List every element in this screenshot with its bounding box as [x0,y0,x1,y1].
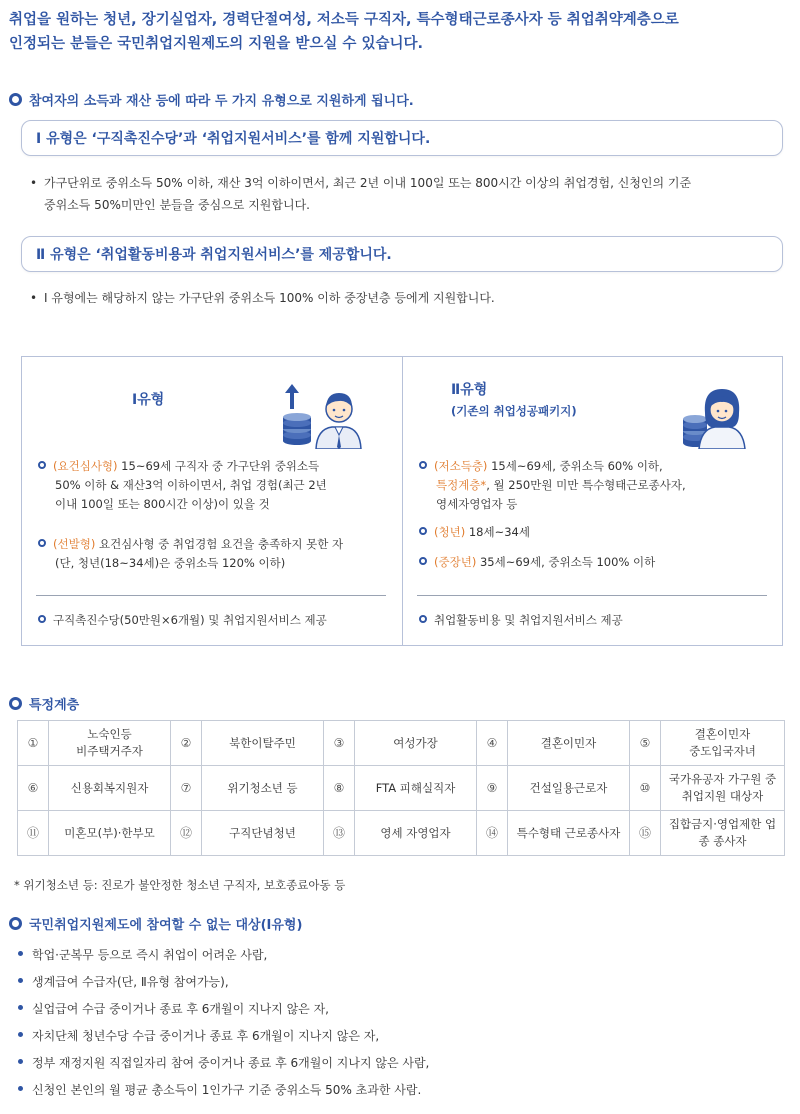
exclusion-item-text: 실업급여 수급 중이거나 종료 후 6개월이 지나지 않은 자, [32,1002,329,1016]
special-class-number: ⑩ [630,766,661,811]
type2-benefit [419,611,779,630]
special-class-label: 집합금지·영업제한 업 종 종사자 [661,811,785,856]
special-class-label: FTA 피해실직자 [355,766,477,811]
special-class-table-body [18,721,785,856]
exclusion-item-text: 정부 재정지원 직접일자리 참여 중이거나 종료 후 6개월이 지나지 않은 사람, [32,1056,430,1070]
special-class-number: ② [171,721,202,766]
type2-divider [417,595,767,596]
bullet-dot-icon [18,1005,23,1010]
bullet-dot-icon: • [30,176,38,190]
bullet-dot-icon [18,1059,23,1064]
special-class-label: 노숙인등 비주택거주자 [49,721,171,766]
type2-title: Ⅱ 유형은 ‘취업활동비용과 취업지원서비스’를 제공합니다. [36,247,392,263]
list-item [18,969,429,996]
special-class-number: ⑭ [477,811,508,856]
ring-bullet-icon [9,917,22,930]
panel-type2-title: Ⅱ유형 [451,382,488,398]
type1-tag-screening: (요건심사형) [53,459,118,473]
type1-tag-selection: (선발형) [53,537,96,551]
type1-divider [36,595,386,596]
special-class-label: 건설일용근로자 [508,766,630,811]
ring-bullet-icon [9,93,22,106]
special-class-label: 여성가장 [355,721,477,766]
type1-item2-line1: 요건심사형 중 취업경험 요건을 충족하지 못한 자 [95,537,344,551]
special-class-label: 결혼이민자 중도입국자녀 [661,721,785,766]
type2-item2-text: 18세~34세 [465,525,530,539]
type2-tag-youth: (청년) [434,525,466,539]
exclusion-item-text: 자치단체 청년수당 수급 중이거나 종료 후 6개월이 지나지 않은 자, [32,1029,380,1043]
panel-type2 [402,357,782,645]
special-class-number: ⑥ [18,766,49,811]
special-class-label: 특수형태 근로종사자 [508,811,630,856]
type2-item1-line3: 영세자영업자 등 [436,497,518,511]
exclusion-heading-text: 국민취업지원제도에 참여할 수 없는 대상(Ⅰ유형) [29,918,303,933]
bullet-dot-icon [18,1032,23,1037]
type2-benefit-text: 취업활동비용 및 취업지원서비스 제공 [434,613,623,627]
job-seeker-woman-with-coins-icon [681,379,747,449]
type2-item1-line1: 15세~69세, 중위소득 60% 이하, [487,459,663,473]
special-class-number: ① [18,721,49,766]
ring-bullet-icon [38,539,46,547]
special-class-number: ⑦ [171,766,202,811]
type1-item1-line1: 15~69세 구직자 중 가구단위 중위소득 [117,459,320,473]
special-class-number: ⑫ [171,811,202,856]
special-class-label: 구직단념청년 [202,811,324,856]
list-item [18,996,429,1023]
type1-benefit-text: 구직촉진수당(50만원×6개월) 및 취업지원서비스 제공 [53,613,327,627]
special-class-number: ⑮ [630,811,661,856]
bullet-dot-icon [18,1086,23,1091]
table-row [18,721,785,766]
special-class-label: 위기청소년 등 [202,766,324,811]
type1-title: Ⅰ 유형은 ‘구직촉진수당’과 ‘취업지원서비스’를 함께 지원합니다. [36,131,431,147]
special-class-number: ③ [324,721,355,766]
type1-description [30,172,770,216]
type2-description [30,287,770,309]
type1-desc-line1: 가구단위로 중위소득 50% 이하, 재산 3억 이하이면서, 최근 2년 이내 100일 또는 800시간 이상의 취업경험, 신청인의 기준 [44,176,692,190]
list-item [18,942,429,969]
special-class-label: 결혼이민자 [508,721,630,766]
special-class-table [17,720,785,856]
bullet-dot-icon [18,951,23,956]
type1-item1-line3: 이내 100일 또는 800시간 이상)이 있을 것 [55,497,270,511]
special-heading-text: 특정계층 [29,698,80,713]
types-heading-text: 참여자의 소득과 재산 등에 따라 두 가지 유형으로 지원하게 됩니다. [29,94,414,109]
list-item [18,1050,429,1077]
panel-type1 [22,357,402,645]
list-item [18,1077,429,1104]
panel-type2-subtitle: (기존의 취업성공패키지) [451,404,577,418]
special-class-label: 영세 자영업자 [355,811,477,856]
table-row [18,811,785,856]
type1-item1-line2: 50% 이하 & 재산3억 이하이면서, 취업 경험(최근 2년 [55,478,327,492]
types-section-heading [9,90,414,109]
type2-tag-special-class: 특정계층* [436,478,487,492]
special-class-number: ⑪ [18,811,49,856]
special-class-number: ⑨ [477,766,508,811]
type2-tag-low-income: (저소득층) [434,459,488,473]
intro-line-1: 취업을 원하는 청년, 장기실업자, 경력단절여성, 저소득 구직자, 특수형태근로종사자 등 취업취약계층으로 [9,12,679,28]
type2-item3-text: 35세~69세, 중위소득 100% 이하 [476,555,656,569]
ring-bullet-icon [38,615,46,623]
intro-text [9,8,789,56]
type1-benefit [38,611,398,630]
special-class-label: 국가유공자 가구원 중 취업지원 대상자 [661,766,785,811]
type1-criteria-1 [38,457,398,514]
ring-bullet-icon [419,557,427,565]
special-class-label: 신용회복지원자 [49,766,171,811]
bullet-dot-icon [18,978,23,983]
type1-criteria-2 [38,535,398,573]
type2-tag-middle-aged: (중장년) [434,555,477,569]
table-row [18,766,785,811]
special-class-number: ⑬ [324,811,355,856]
type2-item1-line2: , 월 250만원 미만 특수형태근로종사자, [486,478,686,492]
special-class-label: 미혼모(부)·한부모 [49,811,171,856]
job-seeker-with-coins-icon [280,379,362,449]
special-class-label: 북한이탈주민 [202,721,324,766]
type2-criteria-1 [419,457,779,514]
exclusion-item-text: 생계급여 수급자(단, Ⅱ유형 참여가능), [32,975,229,989]
exclusion-list [18,942,429,1104]
type1-desc-line2: 중위소득 50%미만인 분들을 중심으로 지원합니다. [44,198,310,212]
ring-bullet-icon [419,615,427,623]
ring-bullet-icon [38,461,46,469]
special-class-note: * 위기청소년 등: 진로가 불안정한 청소년 구직자, 보호종료아동 등 [14,878,346,892]
type1-title-box [21,120,783,156]
type2-criteria-3 [419,553,779,572]
panel-type1-title: Ⅰ유형 [132,392,165,408]
exclusion-item-text: 학업·군복무 등으로 즉시 취업이 어려운 사람, [32,948,268,962]
intro-line-2: 인정되는 분들은 국민취업지원제도의 지원을 받으실 수 있습니다. [9,36,423,52]
special-class-number: ④ [477,721,508,766]
type1-item2-line2: (단, 청년(18~34세)은 중위소득 120% 이하) [55,556,286,570]
type-comparison-panels [21,356,783,646]
exclusion-item-text: 신청인 본인의 월 평균 총소득이 1인가구 기준 중위소득 50% 초과한 사람. [32,1083,422,1097]
ring-bullet-icon [419,527,427,535]
ring-bullet-icon [9,697,22,710]
ring-bullet-icon [419,461,427,469]
exclusion-heading [9,914,302,933]
list-item [18,1023,429,1050]
type2-title-box [21,236,783,272]
bullet-dot-icon: • [30,291,38,305]
type2-desc: Ⅰ 유형에는 해당하지 않는 가구단위 중위소득 100% 이하 중장년층 등에게 지원합니다. [44,291,495,305]
special-class-number: ⑤ [630,721,661,766]
special-class-heading [9,694,79,713]
special-class-number: ⑧ [324,766,355,811]
type2-criteria-2 [419,523,779,542]
